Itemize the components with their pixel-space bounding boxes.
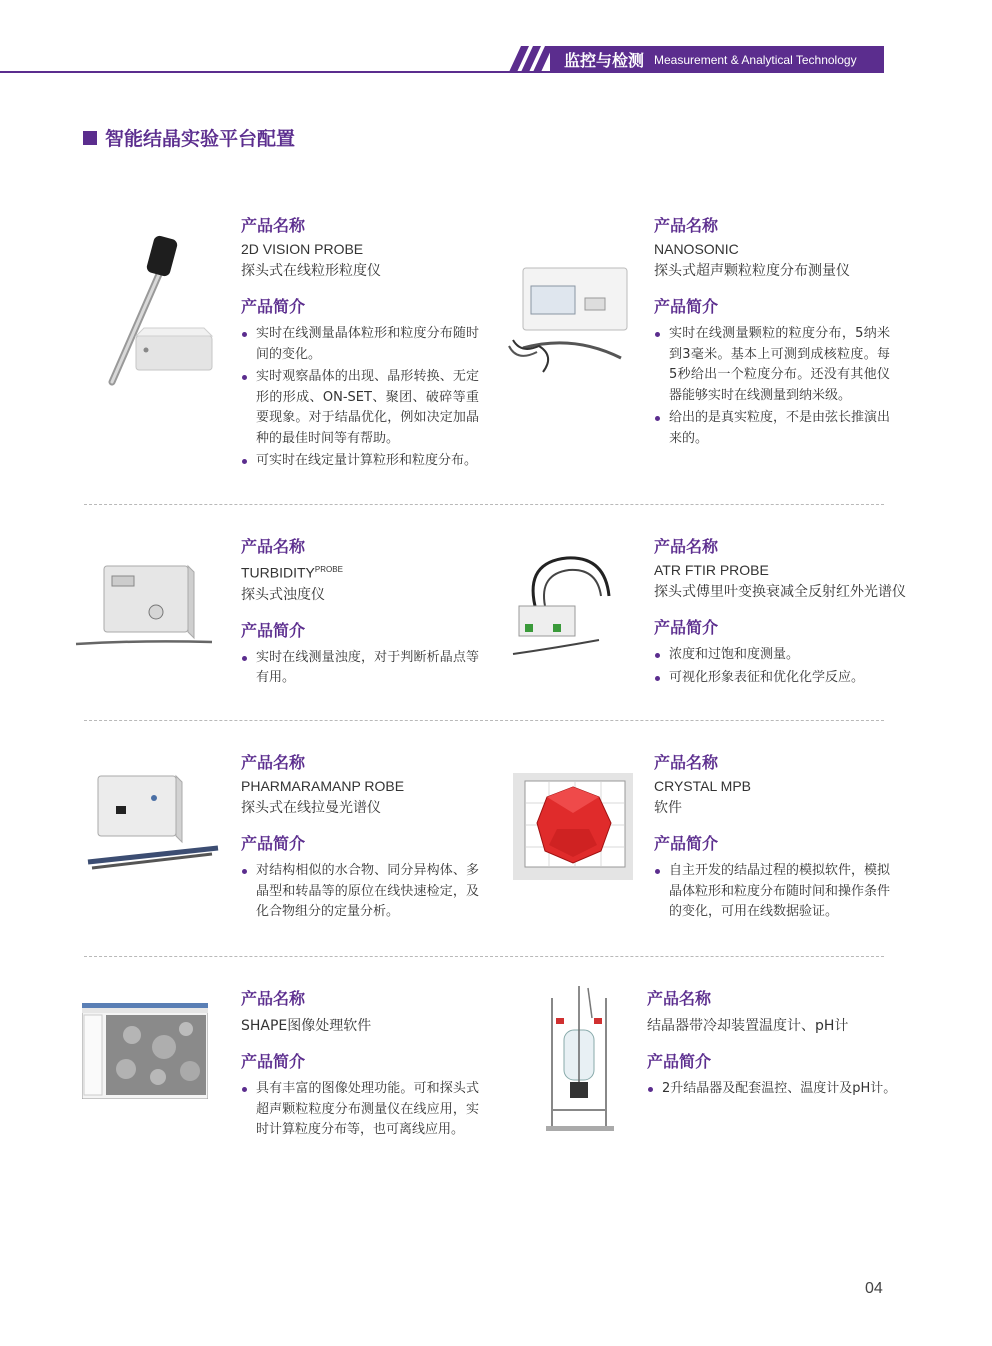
list-item: 2升结晶器及配套温控、温度计及pH计。 bbox=[647, 1079, 917, 1100]
page-number: 04 bbox=[865, 1280, 883, 1297]
product-name-label: 产品名称 bbox=[654, 753, 719, 772]
list-item: 可实时在线定量计算粒形和粒度分布。 bbox=[241, 451, 479, 472]
product-name-label: 产品名称 bbox=[241, 989, 306, 1008]
product-bullet-list bbox=[241, 648, 479, 689]
product-bullet-list bbox=[654, 645, 934, 688]
row-divider bbox=[84, 720, 884, 721]
product-name-cn: 软件 bbox=[654, 800, 682, 816]
product-intro-label: 产品简介 bbox=[654, 618, 719, 637]
product-name-cn: 探头式超声颗粒粒度分布测量仪 bbox=[654, 263, 850, 279]
product-name-en: NANOSONIC bbox=[654, 241, 739, 257]
product-name-cn: 探头式浊度仪 bbox=[241, 586, 325, 603]
product-shape-software bbox=[241, 988, 479, 1143]
header-section-cn: 监控与检测 bbox=[564, 51, 645, 70]
product-bullet-list bbox=[654, 861, 890, 923]
product-intro-label: 产品简介 bbox=[647, 1052, 712, 1071]
product-name-en bbox=[241, 559, 479, 584]
header-stripes-decoration bbox=[509, 44, 553, 74]
header-section-en: Measurement & Analytical Technology bbox=[654, 52, 857, 67]
product-intro-label: 产品简介 bbox=[654, 834, 719, 853]
product-name-cn: SHAPE图像处理软件 bbox=[241, 1018, 372, 1034]
atr-ftir-probe-image bbox=[505, 552, 633, 664]
product-intro-label: 产品简介 bbox=[241, 297, 306, 316]
product-name-label: 产品名称 bbox=[647, 989, 712, 1008]
product-name-en: ATR FTIR PROBE bbox=[654, 562, 769, 578]
list-item: 实时观察晶体的出现、晶形转换、无定形的形成、ON-SET、聚团、破碎等重要现象。对于结晶优化，例如决定加晶种的最佳时间等有帮助。 bbox=[241, 367, 479, 449]
product-name-label: 产品名称 bbox=[241, 216, 306, 235]
product-2d-vision-probe bbox=[241, 215, 479, 474]
product-bullet-list bbox=[241, 1079, 479, 1141]
row-divider bbox=[84, 504, 884, 505]
product-bullet-list bbox=[647, 1079, 917, 1100]
page-title-text: 智能结晶实验平台配置 bbox=[105, 128, 296, 150]
product-name-label: 产品名称 bbox=[654, 537, 719, 556]
product-name-label: 产品名称 bbox=[241, 753, 306, 772]
shape-software-screenshot-image bbox=[82, 1003, 208, 1099]
product-pharmaraman-probe bbox=[241, 752, 479, 925]
product-atr-ftir-probe bbox=[654, 536, 934, 690]
header-banner bbox=[550, 46, 884, 73]
product-name-en: CRYSTAL MPB bbox=[654, 778, 751, 794]
product-bullet-list bbox=[241, 324, 479, 472]
product-name-label: 产品名称 bbox=[654, 216, 719, 235]
page-title bbox=[83, 124, 295, 151]
list-item: 对结构相似的水合物、同分异构体、多晶型和转晶等的原位在线快速检定，及化合物组分的定量分析。 bbox=[241, 861, 479, 923]
product-name-en: PHARMARAMANP ROBE bbox=[241, 778, 405, 794]
turbidity-probe-image bbox=[72, 560, 222, 655]
list-item: 实时在线测量浊度，对于判断析晶点等有用。 bbox=[241, 648, 479, 689]
list-item: 浓度和过饱和度测量。 bbox=[654, 645, 934, 666]
product-nanosonic bbox=[654, 215, 890, 451]
list-item: 实时在线测量晶体粒形和粒度分布随时间的变化。 bbox=[241, 324, 479, 365]
list-item: 具有丰富的图像处理功能。可和探头式超声颗粒粒度分布测量仪在线应用，实时计算粒度分布等，也可离线应用。 bbox=[241, 1079, 479, 1141]
product-name-en-sup: PROBE bbox=[314, 565, 343, 574]
product-intro-label: 产品简介 bbox=[241, 620, 306, 640]
list-item: 自主开发的结晶过程的模拟软件，模拟晶体粒形和粒度分布随时间和操作条件的变化，可用在线数据验证。 bbox=[654, 861, 890, 923]
product-intro-label: 产品简介 bbox=[241, 834, 306, 853]
row-divider bbox=[84, 956, 884, 957]
product-intro-label: 产品简介 bbox=[241, 1052, 306, 1071]
product-bullet-list bbox=[654, 324, 890, 449]
product-name-cn: 探头式在线拉曼光谱仪 bbox=[241, 800, 381, 816]
product-crystallizer bbox=[647, 988, 917, 1102]
product-name-label: 产品名称 bbox=[241, 537, 306, 556]
product-name-en-main: TURBIDITY bbox=[241, 564, 315, 581]
crystal-mpb-software-image bbox=[513, 773, 633, 880]
product-name-cn: 探头式在线粒形粒度仪 bbox=[241, 263, 381, 279]
2d-vision-probe-image bbox=[84, 232, 224, 392]
product-turbidity bbox=[241, 536, 479, 691]
list-item: 可视化形象表征和优化化学反应。 bbox=[654, 668, 934, 689]
product-crystal-mpb bbox=[654, 752, 890, 925]
title-square-icon bbox=[83, 131, 97, 145]
product-bullet-list bbox=[241, 861, 479, 923]
list-item: 给出的是真实粒度，不是由弦长推演出来的。 bbox=[654, 408, 890, 449]
product-name-cn: 探头式傅里叶变换衰减全反射红外光谱仪 bbox=[654, 584, 906, 600]
product-name-cn: 结晶器带冷却装置温度计、pH计 bbox=[647, 1018, 849, 1034]
crystallizer-image bbox=[540, 978, 620, 1136]
pharmaraman-probe-image bbox=[82, 770, 222, 880]
product-name-en: 2D VISION PROBE bbox=[241, 241, 364, 257]
list-item: 实时在线测量颗粒的粒度分布，5纳米到3毫米。基本上可测到成核粒度。每5秒给出一个粒度分布。还没有其他仪器能够实时在线测量到纳米级。 bbox=[654, 324, 890, 406]
product-intro-label: 产品简介 bbox=[654, 297, 719, 316]
nanosonic-image bbox=[503, 262, 633, 384]
